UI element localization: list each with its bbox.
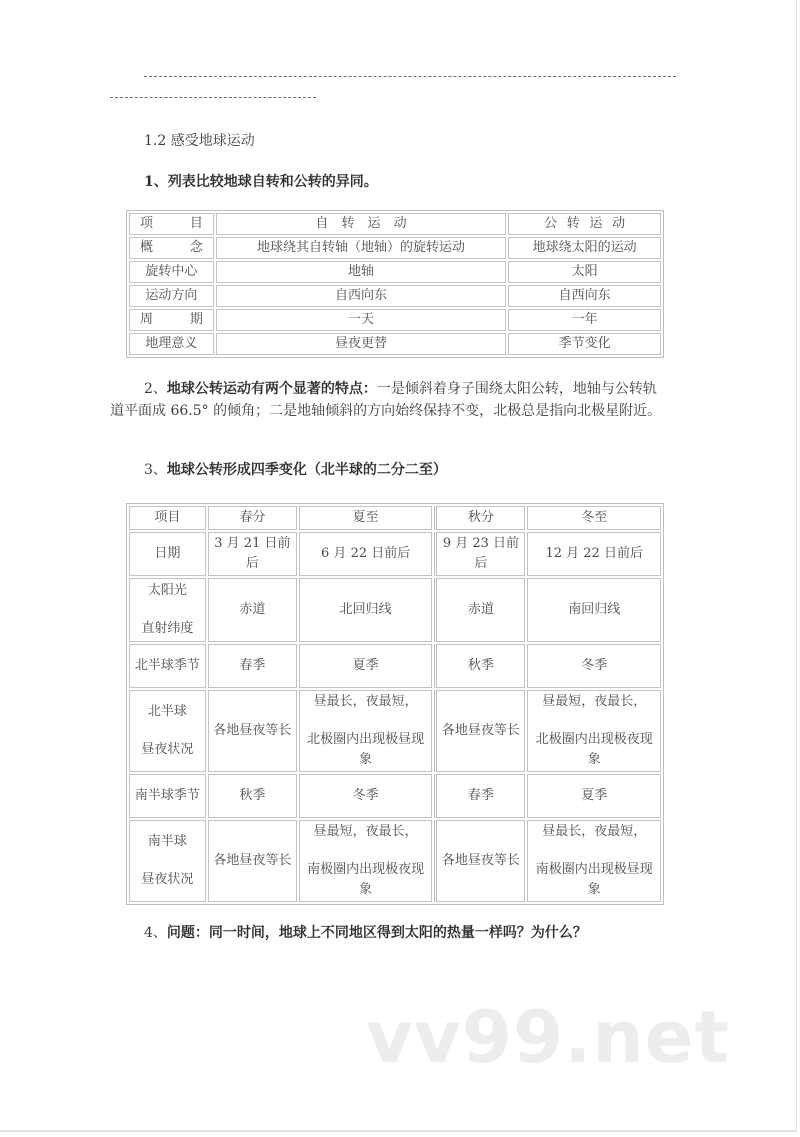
table-row: [129, 690, 661, 772]
table-cell: [299, 690, 433, 772]
table-cell: 3 月 21 日前后: [208, 532, 297, 576]
table-cell: 9 月 23 日前后: [434, 532, 525, 576]
table-cell: 夏季: [299, 644, 433, 688]
row-label: [129, 237, 214, 259]
header-char: 转: [566, 216, 580, 231]
section-title: 1.2 感受地球运动: [144, 133, 255, 149]
header-cell: 春分: [208, 506, 297, 530]
revolution-cell: 太阳: [508, 261, 661, 283]
label-char: 概: [140, 240, 154, 255]
table-row: [129, 285, 661, 307]
row-label: [129, 578, 206, 642]
header-cell: 项目: [129, 506, 206, 530]
question-2: [110, 378, 666, 422]
label-line: 昼夜状况: [141, 872, 194, 887]
table-cell: 赤道: [208, 578, 297, 642]
header-char: 自: [315, 216, 329, 231]
cell-line: 南极圈内出现极昼现象: [535, 862, 653, 897]
question-3-heading: 地球公转形成四季变化（北半球的二分二至）: [166, 462, 447, 478]
table-row: [129, 578, 661, 642]
header-char: 动: [393, 216, 407, 231]
table-row: [129, 774, 661, 818]
question-1: 1、列表比较地球自转和公转的异同。: [144, 174, 378, 190]
rotation-cell: 自西向东: [216, 285, 506, 307]
question-2-body: 一是倾斜着身子围绕太阳公转，地轴与公转轨道平面成 66.5° 的倾角；二是地轴倾斜的方向始终保持不变，北极总是指向北极星附近。: [110, 381, 662, 419]
header-cell: 夏至: [299, 506, 433, 530]
seasons-table: [126, 503, 664, 905]
row-label: 日期: [129, 532, 206, 576]
label-line: 太阳光: [147, 583, 187, 598]
table-cell: [527, 820, 661, 902]
table-header-row: [129, 213, 661, 235]
table-row: [129, 333, 661, 355]
separator-line: [144, 76, 676, 78]
header-cell: 秋分: [434, 506, 525, 530]
table-row: [129, 309, 661, 331]
rotation-cell: 地轴: [216, 261, 506, 283]
label-char: 念: [189, 240, 203, 255]
header-cell-rotation: [216, 213, 506, 235]
table-header-row: [129, 506, 661, 530]
cell-line: 北极圈内出现极昼现象: [307, 732, 425, 767]
table-row: [129, 644, 661, 688]
header-char: 转: [341, 216, 355, 231]
row-label: [129, 690, 206, 772]
question-4-prefix: 4、: [144, 925, 167, 941]
table-cell: 秋季: [434, 644, 525, 688]
table-cell: 各地昼夜等长: [434, 820, 525, 902]
table-row: [129, 237, 661, 259]
header-char: 项: [140, 216, 154, 231]
revolution-cell: 季节变化: [508, 333, 661, 355]
row-label: [129, 820, 206, 902]
revolution-cell: 地球绕太阳的运动: [508, 237, 661, 259]
header-char: 目: [189, 216, 203, 231]
cell-line: 昼最长，夜最短，: [313, 694, 418, 709]
header-cell-revolution: [508, 213, 661, 235]
header-char: 动: [612, 216, 626, 231]
cell-line: 北极圈内出现极夜现象: [535, 732, 653, 767]
cell-line: 南极圈内出现极夜现象: [307, 862, 425, 897]
table-cell: 秋季: [208, 774, 297, 818]
cell-line: 昼最短，夜最长，: [542, 694, 647, 709]
row-label: 运动方向: [129, 285, 214, 307]
row-label: 地理意义: [129, 333, 214, 355]
label-line: 直射纬度: [141, 621, 194, 636]
revolution-cell: 自西向东: [508, 285, 661, 307]
question-2-heading: 地球公转运动有两个显著的特点：: [166, 381, 377, 397]
question-4-heading: 问题：同一时间，地球上不同地区得到太阳的热量一样吗？为什么？: [166, 925, 587, 941]
rotation-cell: 一天: [216, 309, 506, 331]
cell-line: 昼最短，夜最长，: [313, 824, 418, 839]
label-char: 周: [140, 312, 154, 327]
row-label: [129, 309, 214, 331]
row-label: 北半球季节: [129, 644, 206, 688]
table-cell: 12 月 22 日前后: [527, 532, 661, 576]
table-cell: 冬季: [299, 774, 433, 818]
table-cell: 赤道: [434, 578, 525, 642]
revolution-cell: 一年: [508, 309, 661, 331]
table-cell: 冬季: [527, 644, 661, 688]
table-cell: 北回归线: [299, 578, 433, 642]
header-cell-item: [129, 213, 214, 235]
label-char: 期: [189, 312, 203, 327]
table-cell: 各地昼夜等长: [208, 690, 297, 772]
table-cell: 春季: [208, 644, 297, 688]
header-char: 运: [367, 216, 381, 231]
label-line: 南半球: [147, 834, 187, 849]
table-row: [129, 532, 661, 576]
question-3-prefix: 3、: [144, 462, 167, 478]
question-3: [144, 459, 447, 481]
row-label: 旋转中心: [129, 261, 214, 283]
table-cell: 6 月 22 日前后: [299, 532, 433, 576]
table-cell: 春季: [434, 774, 525, 818]
table-row: [129, 261, 661, 283]
row-label: 南半球季节: [129, 774, 206, 818]
table-cell: 南回归线: [527, 578, 661, 642]
table-cell: 夏季: [527, 774, 661, 818]
watermark: vv99.net: [366, 995, 730, 1079]
separator-line: [110, 97, 316, 99]
rotation-revolution-table: [126, 210, 664, 358]
header-char: 公: [544, 216, 558, 231]
rotation-cell: 昼夜更替: [216, 333, 506, 355]
rotation-cell: 地球绕其自转轴（地轴）的旋转运动: [216, 237, 506, 259]
table-cell: [527, 690, 661, 772]
question-2-prefix: 2、: [144, 381, 167, 397]
table-row: [129, 820, 661, 902]
label-line: 昼夜状况: [141, 742, 194, 757]
header-char: 运: [589, 216, 603, 231]
table-cell: [299, 820, 433, 902]
table-cell: 各地昼夜等长: [208, 820, 297, 902]
header-cell: 冬至: [527, 506, 661, 530]
cell-line: 昼最长，夜最短，: [542, 824, 647, 839]
question-4: [144, 922, 587, 944]
table-cell: 各地昼夜等长: [434, 690, 525, 772]
label-line: 北半球: [147, 704, 187, 719]
